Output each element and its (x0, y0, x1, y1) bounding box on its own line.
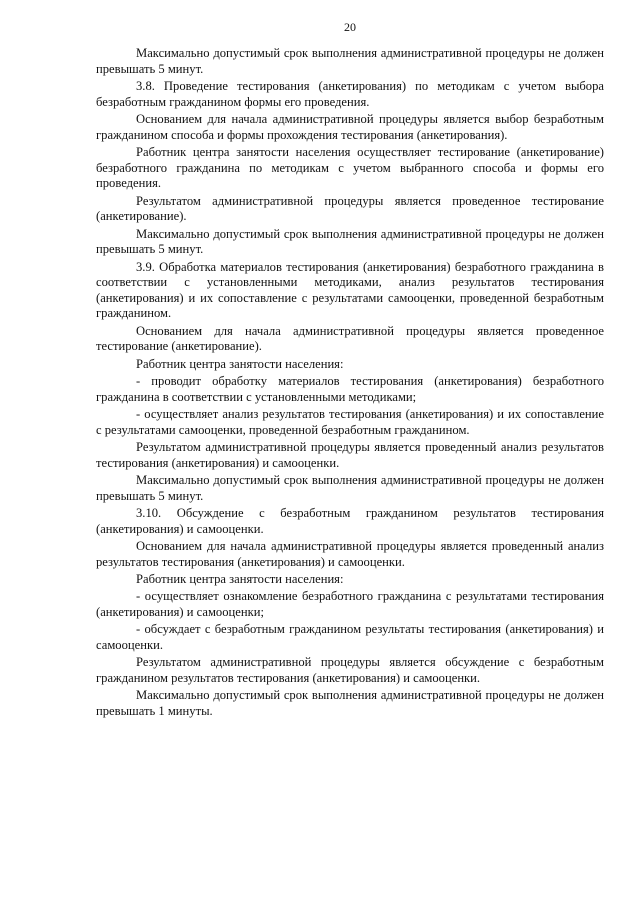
paragraph-result: Результатом административной процедуры является проведенное тестирование (анкетирование). (96, 193, 604, 224)
paragraph-result: Результатом административной процедуры является обсуждение с безработным гражданином результатов тестирования (анкетирования) и самооценки. (96, 655, 604, 685)
paragraph-max-time: Максимально допустимый срок выполнения административной процедуры не должен превышать 5 минут. (96, 46, 604, 76)
paragraph-result: Результатом административной процедуры является проведенный анализ результатов тестирования (анкетирования) и самооценки. (96, 440, 604, 470)
paragraph-max-time: Максимально допустимый срок выполнения административной процедуры не должен превышать 5 минут. (96, 473, 604, 503)
section-heading-3-9: 3.9. Обработка материалов тестирования (анкетирования) безработного гражданина в соответствии с установленными методиками, анализ результатов тестирования (анкетирования) и их сопоставление с результатами самооценки, проведенной безработным гражданином. (96, 259, 604, 321)
paragraph-basis: Основанием для начала административной процедуры является проведенное тестирование (анкетирование). (96, 323, 604, 354)
list-item: - осуществляет анализ результатов тестирования (анкетирования) и их сопоставление с результатами самооценки, проведенной безработным гражданином. (96, 407, 604, 437)
paragraph-max-time: Максимально допустимый срок выполнения административной процедуры не должен превышать 1 минуты. (96, 688, 604, 718)
section-heading-3-8: 3.8. Проведение тестирования (анкетирования) по методикам с учетом выбора безработным гражданином формы его проведения. (96, 78, 604, 109)
list-item: - осуществляет ознакомление безработного гражданина с результатами тестирования (анкетирования) и самооценки; (96, 589, 604, 619)
paragraph-employee-action: Работник центра занятости населения осуществляет тестирование (анкетирование) безработного гражданина по методикам с учетом выбранного способа и формы его проведения. (96, 144, 604, 191)
document-body (96, 46, 604, 721)
section-heading-3-10: 3.10. Обсуждение с безработным гражданином результатов тестирования (анкетирования) и самооценки. (96, 505, 604, 536)
paragraph-basis: Основанием для начала административной процедуры является проведенный анализ результатов тестирования (анкетирования) и самооценки. (96, 538, 604, 569)
list-item: - обсуждает с безработным гражданином результаты тестирования (анкетирования) и самооценки. (96, 622, 604, 652)
paragraph-employee-intro: Работник центра занятости населения: (136, 356, 344, 371)
page-number: 20 (344, 20, 356, 34)
paragraph-basis: Основанием для начала административной процедуры является выбор безработным гражданином способа и формы прохождения тестирования (анкетирования). (96, 111, 604, 142)
list-item: - проводит обработку материалов тестирования (анкетирования) безработного гражданина в соответствии с установленными методиками; (96, 374, 604, 404)
paragraph-max-time: Максимально допустимый срок выполнения административной процедуры не должен превышать 5 минут. (96, 226, 604, 257)
paragraph-employee-intro: Работник центра занятости населения: (136, 571, 344, 586)
